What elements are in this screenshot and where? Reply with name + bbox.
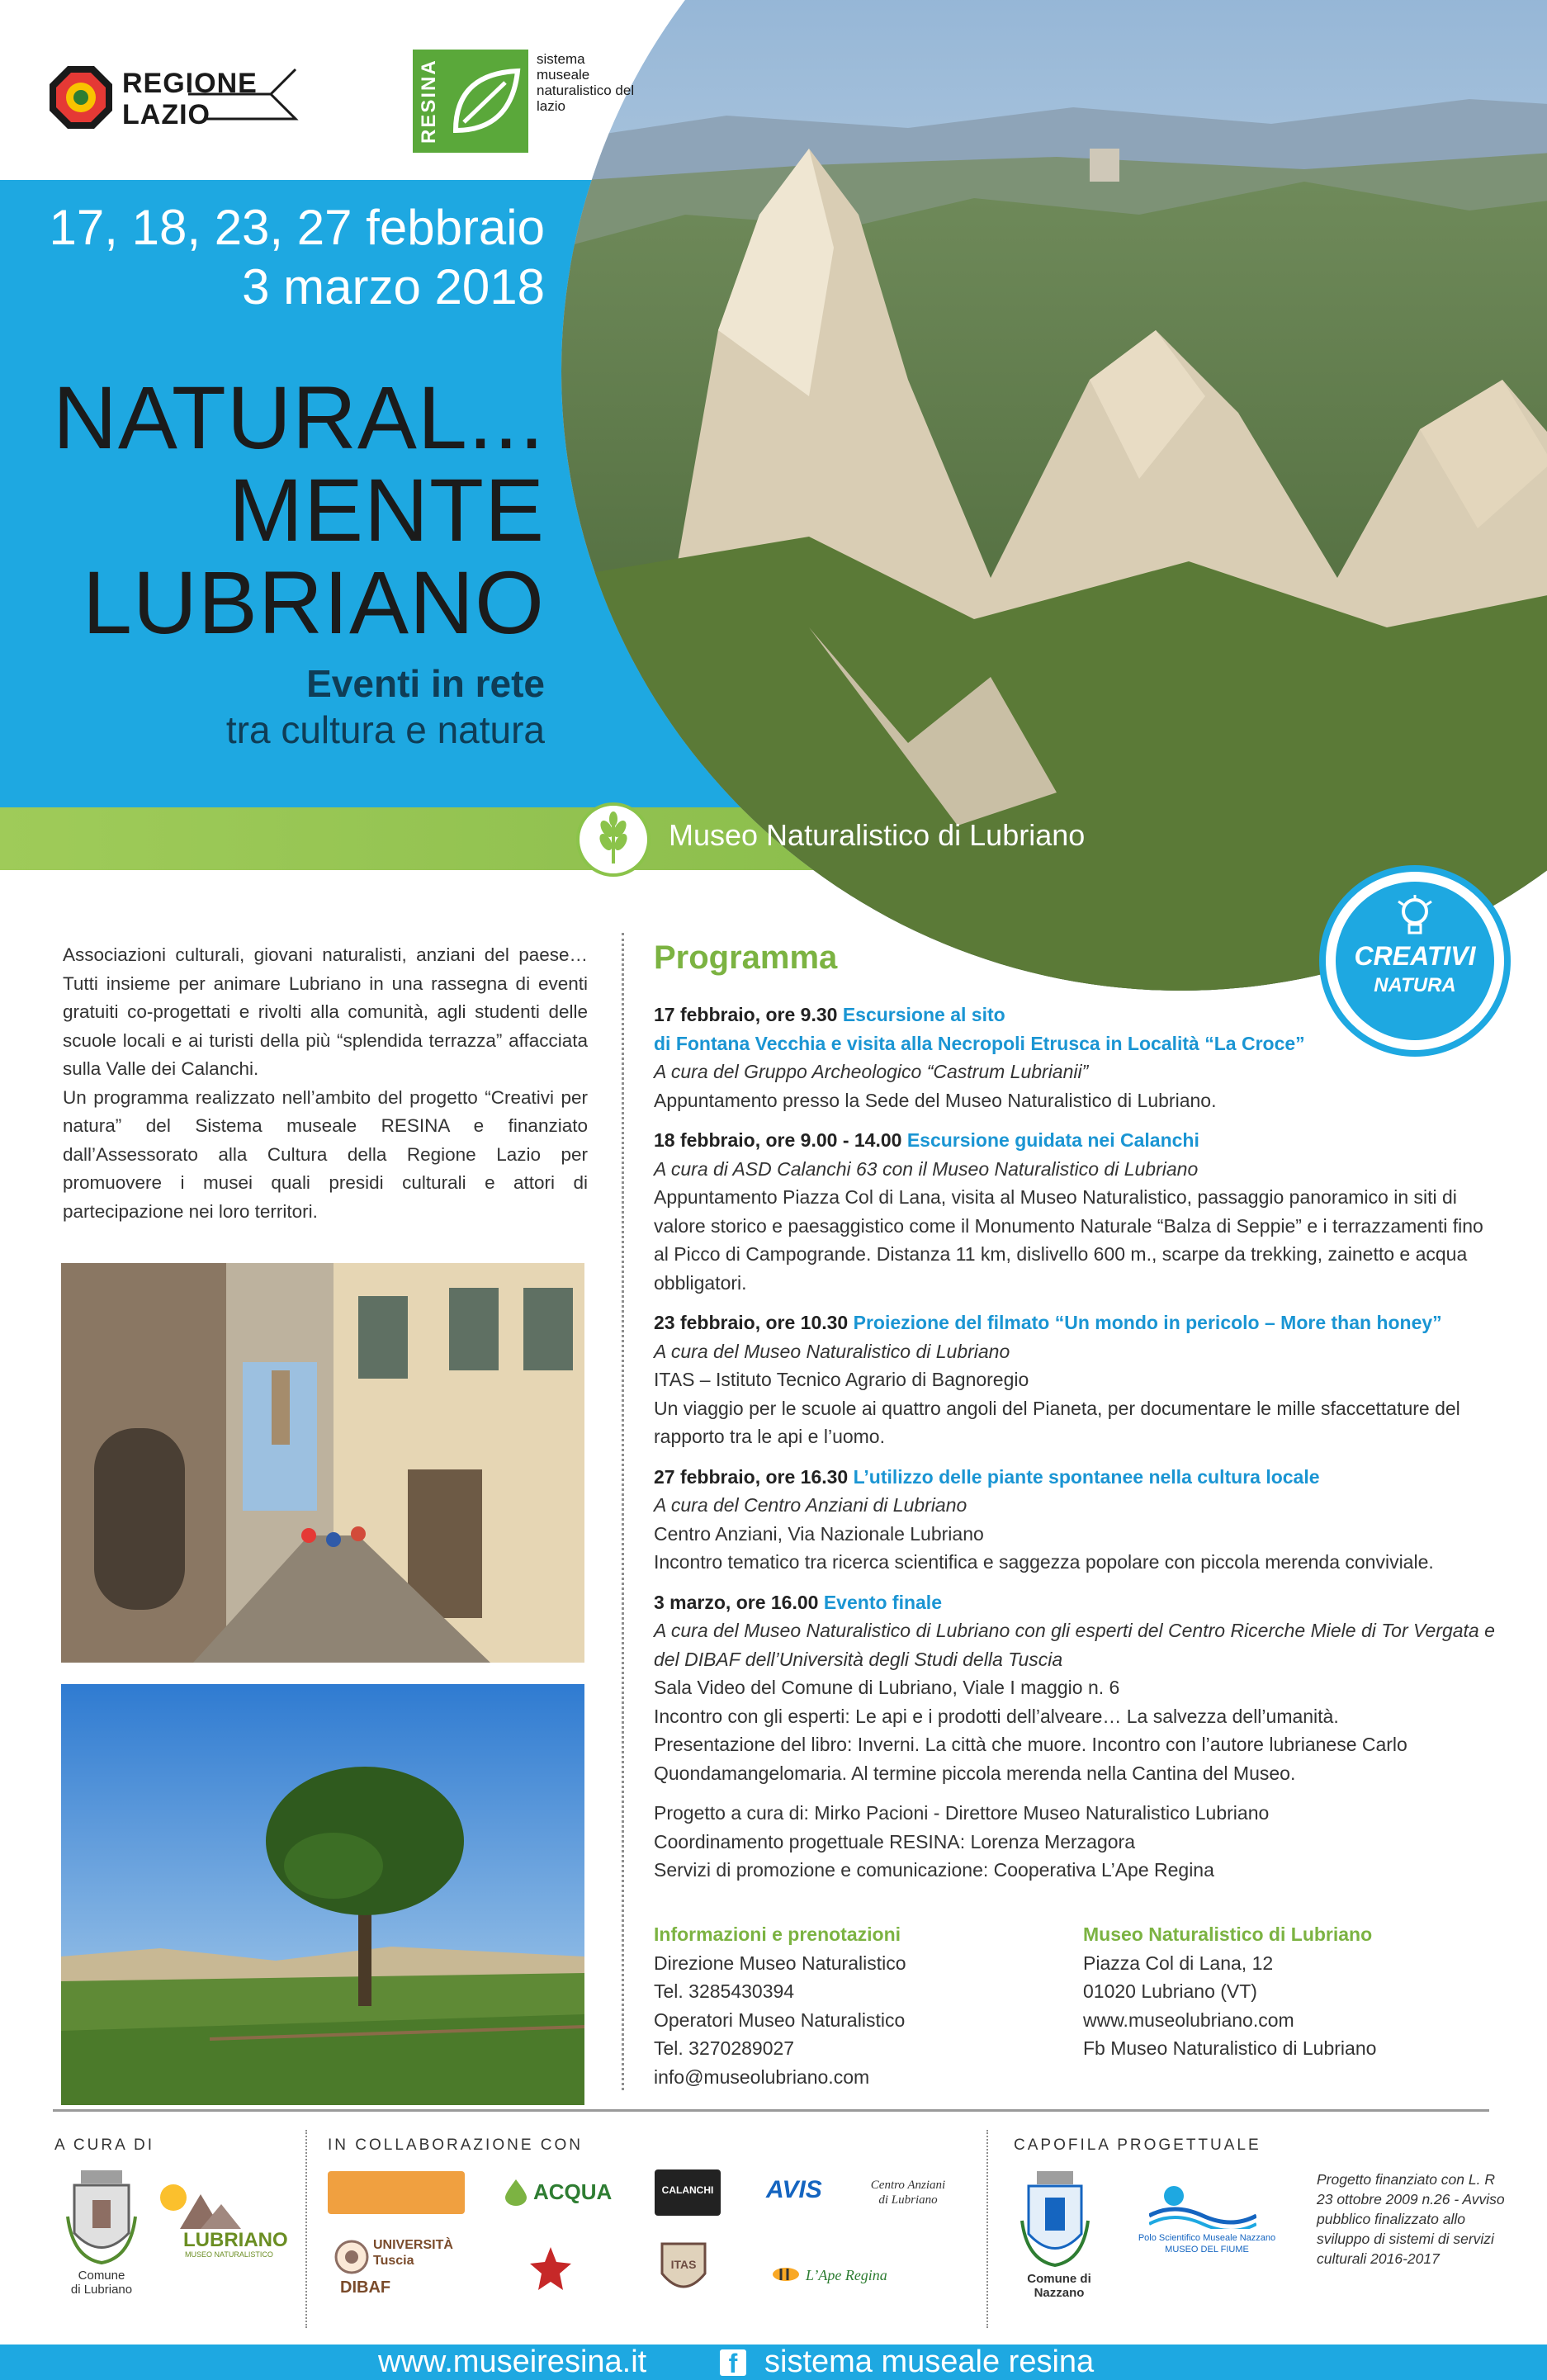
booking-info [654, 1920, 1050, 2091]
universita-tuscia-text: UNIVERSITÀ Tuscia [373, 2238, 453, 2268]
credit-line: Progetto a cura di: Mirko Pacioni - Direttore Museo Naturalistico Lubriano [654, 1802, 1270, 1824]
event-item [654, 1463, 1496, 1577]
event-header [654, 1308, 1496, 1337]
polo-nazzano-caption: Polo Scientifico Museale Nazzano MUSEO DEL FIUME [1138, 2233, 1276, 2255]
lubriano-logo-text: LUBRIANO [183, 2229, 288, 2251]
acqua-logo [499, 2174, 614, 2212]
resina-logo-box [413, 50, 528, 153]
dates-march: 3 marzo 2018 [242, 259, 545, 315]
lubriano-logo-subtext: MUSEO NATURALISTICO [185, 2250, 273, 2259]
acqua-drop-icon [502, 2178, 530, 2206]
column-divider [622, 933, 624, 2090]
comune-lubriano-crest-icon [64, 2167, 139, 2266]
event-dates [17, 198, 545, 317]
project-credits [654, 1799, 1496, 1885]
event-details: ITAS – Istituto Tecnico Agrario di Bagnoregio Un viaggio per le scuole ai quattro angoli del Pianeta, per documentare le mille sfaccettature del rapporto tra le api e l’uomo. [654, 1369, 1460, 1447]
event-header [654, 1463, 1496, 1492]
a-cura-di-label: A CURA DI [54, 2136, 154, 2154]
capofila-label: CAPOFILA PROGETTUALE [1014, 2136, 1261, 2154]
booking-phone[interactable]: Tel. 3285430394 [654, 1980, 795, 2002]
svg-text:ITAS: ITAS [670, 2258, 697, 2271]
event-date: 27 febbraio, ore 16.30 [654, 1465, 849, 1488]
booking-line: Operatori Museo Naturalistico [654, 2009, 906, 2031]
wheat-icon [580, 806, 647, 873]
event-details: Sala Video del Comune di Lubriano, Viale I maggio n. 6 Incontro con gli esperti: Le api e i prodotti dell’alveare… La salvezza dell’umanità. Presentazione del libro: Inverni. La città che muore. Incontro con l’autore lubrianese Carlo Quondamangelomaria. Al termine piccola merenda nella Cantina del Museo. [654, 1677, 1407, 1784]
event-title: Escursione al sito [842, 1004, 1005, 1025]
oak-tree-landscape-photo [61, 1684, 584, 2105]
event-date: 3 marzo, ore 16.00 [654, 1591, 819, 1613]
booking-line: Direzione Museo Naturalistico [654, 1952, 906, 1974]
comune-nazzano-crest-icon [1020, 2168, 1090, 2267]
avis-logo [763, 2174, 837, 2207]
creativi-label: CREATIVI [1354, 941, 1476, 971]
booking-phone[interactable]: Tel. 3270289027 [654, 2037, 795, 2059]
museo-address [1083, 1920, 1496, 2063]
comune-lubriano-caption: Comune di Lubriano [70, 2269, 133, 2297]
event-title: Evento finale [823, 1591, 942, 1613]
gruppo-archeologico-icon [523, 2242, 578, 2297]
event-title: L’utilizzo delle piante spontanee nella cultura locale [853, 1465, 1320, 1488]
event-organizer: A cura di ASD Calanchi 63 con il Museo Naturalistico di Lubriano [654, 1157, 1199, 1180]
regione-swoosh-icon [188, 61, 304, 135]
event-organizer: A cura del Museo Naturalistico di Lubriano con gli esperti del Centro Ricerche Miele di Tor Vergata e del DIBAF dell’Università degli Studi della Tuscia [654, 1620, 1495, 1670]
facebook-page-link[interactable]: sistema museale resina [764, 2345, 1095, 2379]
bee-icon [769, 2265, 802, 2283]
museiresina-website-link[interactable]: www.museiresina.it [378, 2345, 647, 2379]
event-details: Appuntamento presso la Sede del Museo Naturalistico di Lubriano. [654, 1089, 1217, 1111]
leaf-icon [447, 64, 522, 139]
subtitle [50, 660, 545, 753]
event-title: Escursione guidata nei Calanchi [906, 1129, 1199, 1151]
title-line: NATURAL... [52, 367, 545, 467]
acqua-logo-text: ACQUA [533, 2179, 613, 2204]
lubriano-street-photo [61, 1263, 584, 1663]
event-item [654, 1126, 1496, 1297]
event-title-continued: di Fontana Vecchia e visita alla Necropoli Etrusca in Località “La Croce” [654, 1032, 1305, 1054]
event-organizer: A cura del Museo Naturalistico di Lubriano [654, 1340, 1010, 1362]
title-line: LUBRIANO [82, 552, 545, 652]
itas-shield-icon [659, 2240, 708, 2298]
avis-logo-text: AVIS [766, 2176, 822, 2203]
event-date: 23 febbraio, ore 10.30 [654, 1312, 849, 1333]
lightbulb-icon [1397, 895, 1433, 939]
events-list [654, 1001, 1496, 1885]
museo-label: Museo Naturalistico di Lubriano [669, 818, 1086, 852]
dates-february: 17, 18, 23, 27 febbraio [49, 200, 545, 255]
intro-text [63, 941, 588, 1226]
museo-website-link[interactable]: www.museolubriano.com [1083, 2009, 1294, 2031]
event-organizer: A cura del Centro Anziani di Lubriano [654, 1494, 967, 1516]
centro-anziani-logo-text: Centro Anziani di Lubriano [870, 2179, 946, 2207]
address-line: 01020 Lubriano (VT) [1083, 1980, 1257, 2002]
collaborazione-label: IN COLLABORAZIONE CON [328, 2136, 583, 2154]
programma-heading: Programma [654, 939, 838, 976]
subtitle-line-1: Eventi in rete [306, 662, 545, 705]
event-header [654, 1126, 1496, 1155]
footer-divider [986, 2130, 988, 2328]
museo-facebook-link[interactable]: Fb Museo Naturalistico di Lubriano [1083, 2037, 1377, 2059]
comune-nazzano-caption: Comune di Nazzano [1027, 2272, 1091, 2300]
calanchi-logo [655, 2169, 721, 2216]
funding-note: Progetto finanziato con L. R 23 ottobre 2009 n.26 - Avviso pubblico finalizzato allo sviluppo di sistemi di servizi culturali 2016-2017 [1317, 2171, 1505, 2267]
event-organizer: A cura del Gruppo Archeologico “Castrum Lubrianii” [654, 1061, 1089, 1082]
natura-label: NATURA [1374, 974, 1456, 996]
event-item [654, 1001, 1496, 1114]
main-title [50, 367, 545, 652]
ape-regina-logo-text: L’Ape Regina [806, 2267, 887, 2283]
museo-badge [576, 802, 650, 877]
booking-email[interactable]: info@museolubriano.com [654, 2065, 870, 2088]
event-header [654, 1588, 1496, 1617]
tuscia-seal-icon [334, 2237, 369, 2277]
intro-paragraph: Associazioni culturali, giovani naturalisti, anziani del paese… Tutti insieme per animare Lubriano in una rassegna di eventi gratuiti co-progettati e rivolti alla comunità, agli studenti delle scuole locali e ai turisti della più “splendida terrazza” affacciata sulla Valle dei Calanchi. [63, 944, 588, 1079]
address-line: Piazza Col di Lana, 12 [1083, 1952, 1274, 1974]
event-date: 17 febbraio, ore 9.30 [654, 1004, 838, 1025]
resina-vertical-label: RESINA [418, 59, 440, 144]
title-line: MENTE [229, 460, 545, 560]
footer-divider-line [53, 2109, 1489, 2112]
regione-lazio-emblem-icon [48, 64, 114, 130]
dibaf-text: DIBAF [340, 2278, 391, 2297]
subtitle-line-2: tra cultura e natura [225, 708, 545, 751]
regione-lazio-logo [48, 56, 296, 139]
event-details: Centro Anziani, Via Nazionale Lubriano Incontro tematico tra ricerca scientifica e saggezza popolare con piccola merenda conviviale. [654, 1522, 1434, 1573]
calanchi-logo-text: CALANCHI [661, 2184, 714, 2196]
event-header [654, 1001, 1496, 1029]
event-item [654, 1308, 1496, 1451]
partner-logo-orange [328, 2171, 465, 2214]
credit-line: Servizi di promozione e comunicazione: Cooperativa L’Ape Regina [654, 1859, 1214, 1881]
regione-label: REGIONE [122, 68, 258, 99]
footer-divider [305, 2130, 307, 2328]
museo-address-heading: Museo Naturalistico di Lubriano [1083, 1923, 1373, 1945]
event-title: Proiezione del filmato “Un mondo in pericolo – More than honey” [853, 1312, 1442, 1333]
event-details: Appuntamento Piazza Col di Lana, visita al Museo Naturalistico, passaggio panoramico in siti di valore storico e paesaggistico come il Monumento Naturale “Balza di Seppie” e i terrazzamenti fino al Picco di Campogrande. Distanza 11 km, dislivello 600 m., scarpe da trekking, zainetto e acqua obbligatori. [654, 1186, 1483, 1294]
museo-del-fiume-icon [1149, 2179, 1256, 2229]
booking-heading: Informazioni e prenotazioni [654, 1923, 901, 1945]
resina-logo [413, 50, 635, 157]
lazio-label: LAZIO [122, 99, 211, 130]
resina-description: sistema museale naturalistico del lazio [537, 51, 635, 114]
facebook-icon[interactable]: f [720, 2349, 746, 2376]
credit-line: Coordinamento progettuale RESINA: Lorenza Merzagora [654, 1830, 1135, 1852]
event-date: 18 febbraio, ore 9.00 - 14.00 [654, 1129, 902, 1151]
event-item [654, 1588, 1496, 1788]
intro-paragraph: Un programma realizzato nell’ambito del progetto “Creativi per natura” del Sistema museale RESINA e finanziato dall’Assessorato alla Cultura della Regione Lazio per promuovere i musei quali presidi culturali e attori di partecipazione nei loro territori. [63, 1086, 588, 1222]
